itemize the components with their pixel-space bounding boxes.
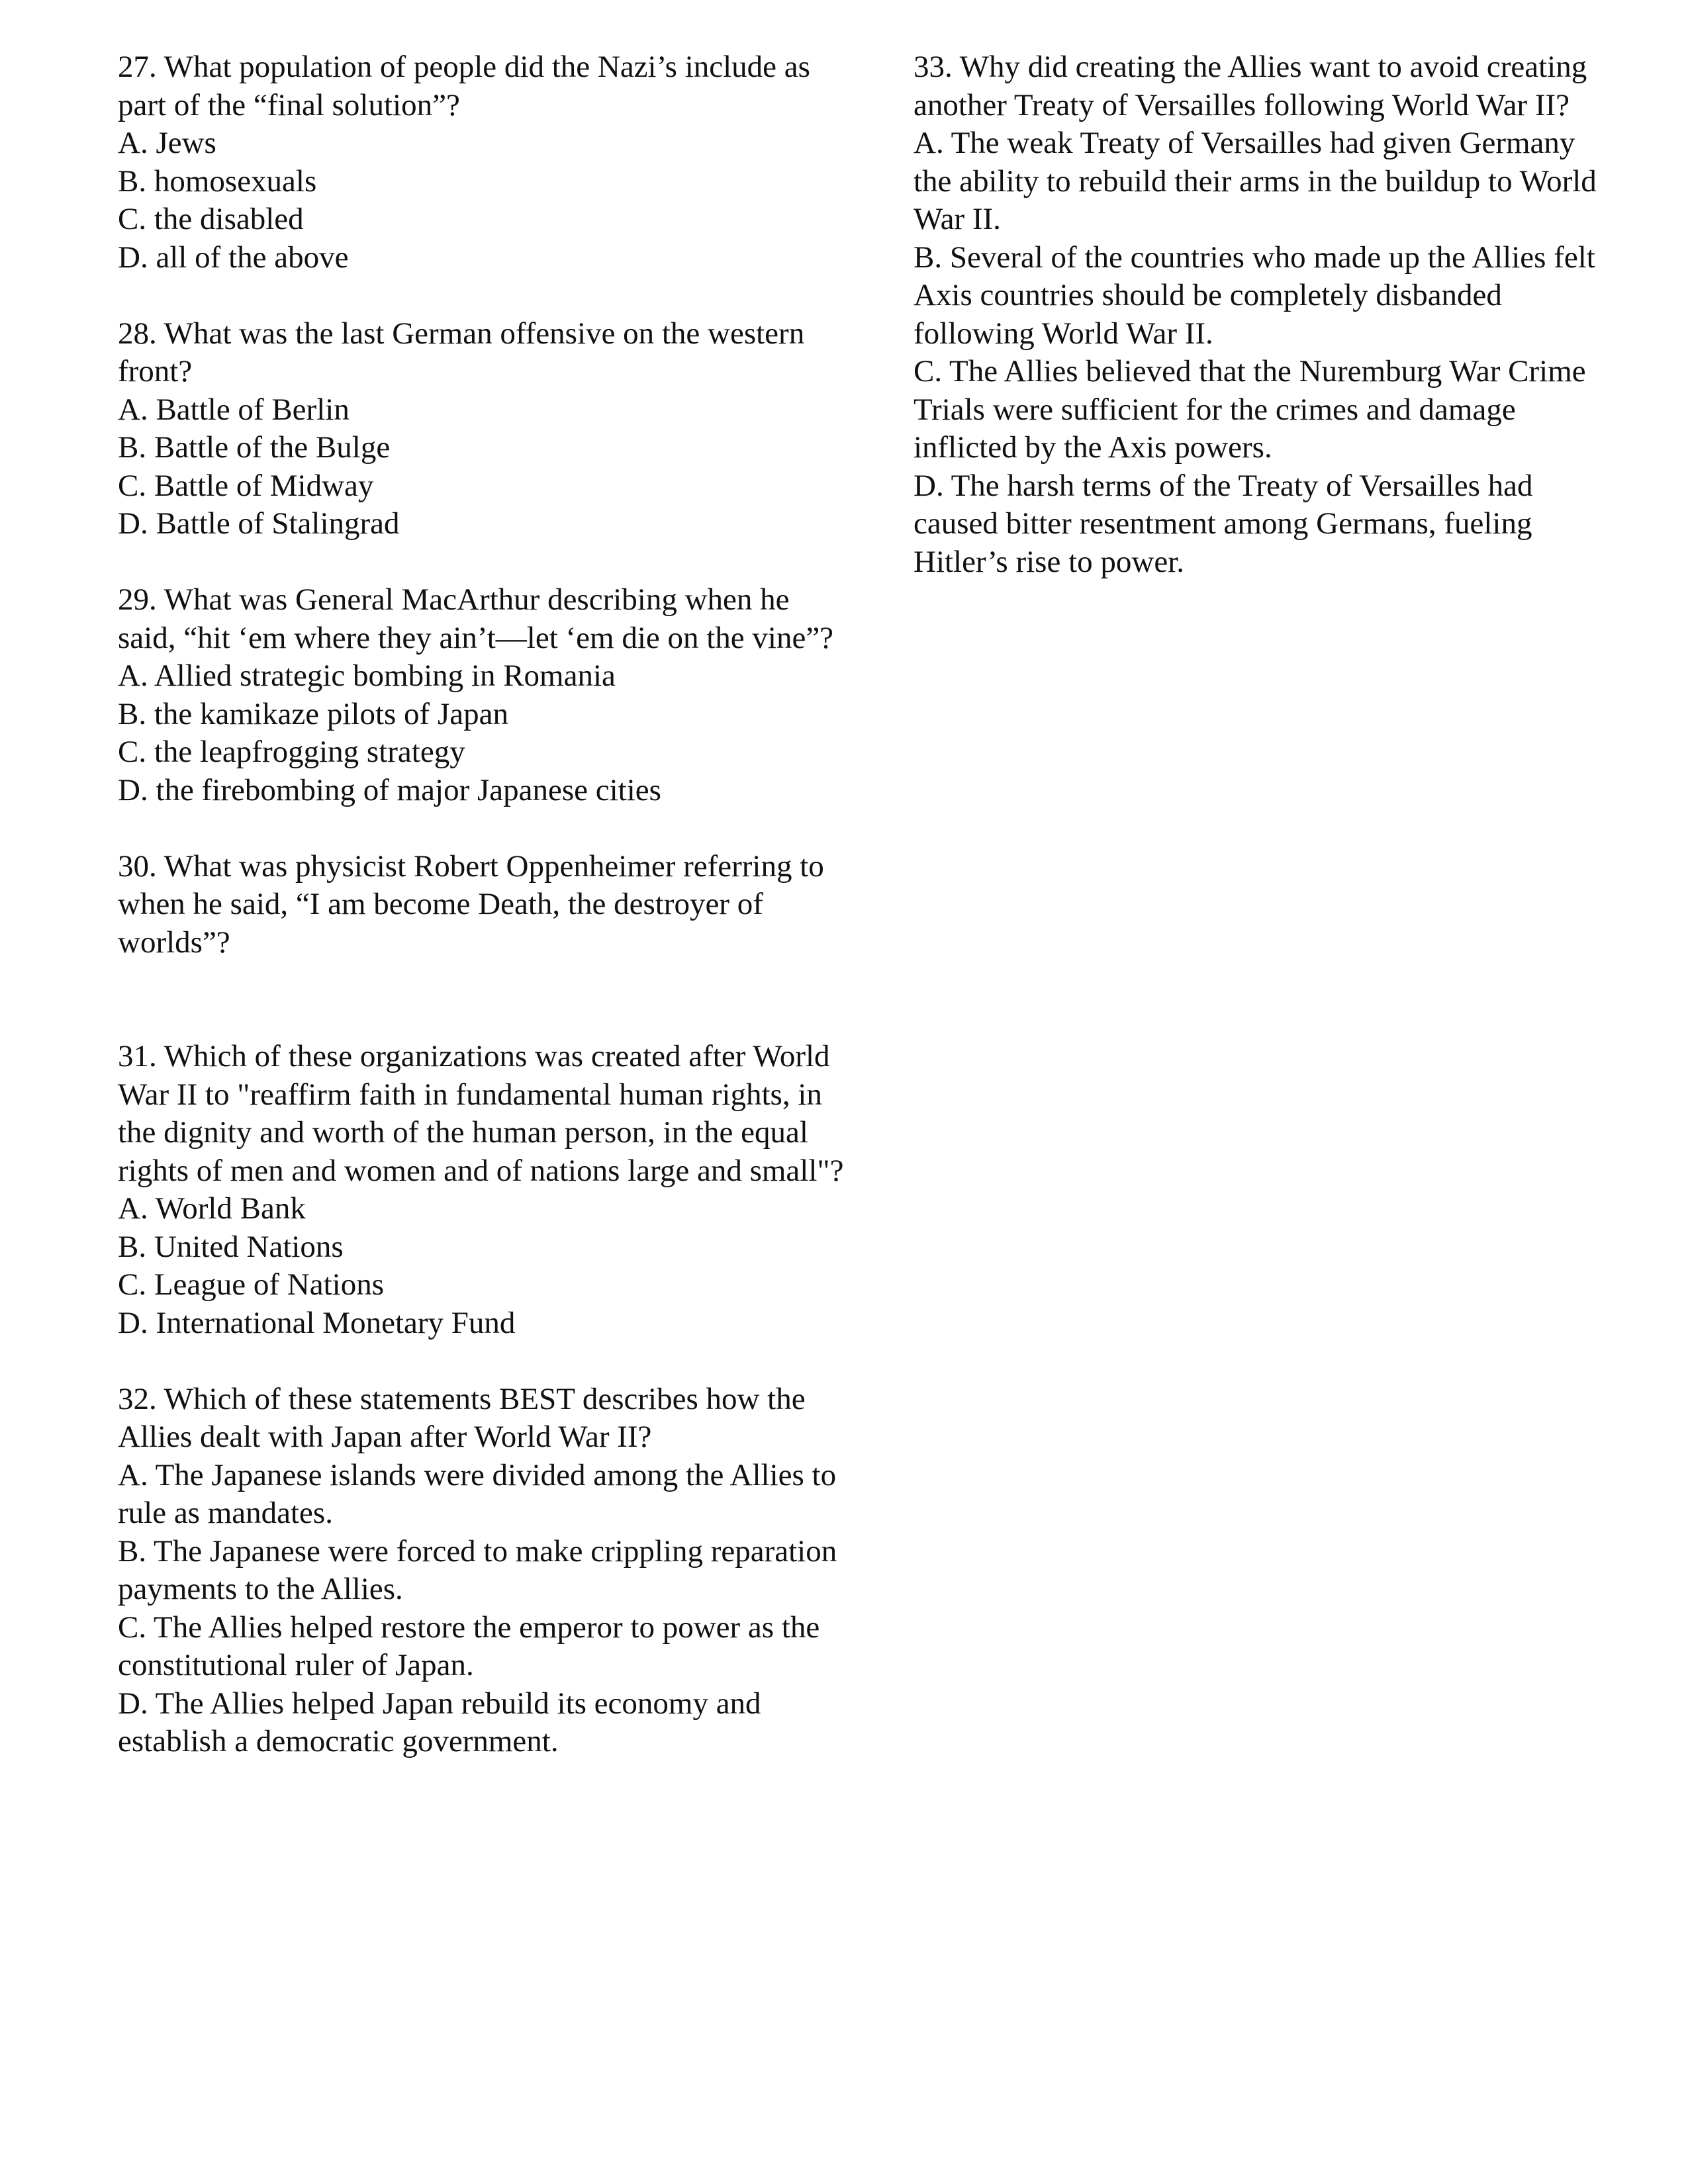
question-33 (914, 48, 1602, 581)
right-column (914, 48, 1602, 619)
answer-option-a: A. Jews (118, 126, 216, 160)
answer-option-c: C. Battle of Midway (118, 468, 374, 503)
question-31 (118, 1038, 849, 1342)
question-27 (118, 48, 849, 277)
answer-option-a: A. Allied strategic bombing in Romania (118, 659, 616, 693)
left-column (118, 48, 849, 1799)
question-29 (118, 581, 849, 809)
answer-option-c: C. The Allies believed that the Nuremburg War Crime Trials were sufficient for the crimes and damage inflicted by the Axis powers. (914, 354, 1586, 465)
answer-option-d: D. Battle of Stalingrad (118, 506, 400, 541)
question-text: 33. Why did creating the Allies want to avoid creating another Treaty of Versailles following World War II? (914, 50, 1587, 122)
question-text: 28. What was the last German offensive on the western front? (118, 316, 805, 388)
answer-option-c: C. The Allies helped restore the emperor to power as the constitutional ruler of Japan. (118, 1610, 820, 1682)
question-28 (118, 315, 849, 543)
answer-option-a: A. The weak Treaty of Versailles had given Germany the ability to rebuild their arms in the buildup to World War II. (914, 126, 1597, 236)
question-text: 32. Which of these statements BEST describes how the Allies dealt with Japan after World War II? (118, 1381, 806, 1454)
answer-option-a: A. Battle of Berlin (118, 392, 350, 427)
answer-option-b: B. United Nations (118, 1229, 344, 1264)
question-32 (118, 1381, 849, 1761)
answer-option-b: B. The Japanese were forced to make crippling reparation payments to the Allies. (118, 1533, 837, 1606)
answer-option-a: A. World Bank (118, 1191, 306, 1226)
answer-option-a: A. The Japanese islands were divided among the Allies to rule as mandates. (118, 1457, 837, 1530)
answer-option-d: D. The harsh terms of the Treaty of Versailles had caused bitter resentment among Germans, fueling Hitler’s rise to power. (914, 468, 1533, 579)
answer-option-d: D. the firebombing of major Japanese cities (118, 772, 661, 807)
answer-option-b: B. Several of the countries who made up the Allies felt Axis countries should be completely disbanded following World War II. (914, 240, 1595, 351)
answer-option-d: D. The Allies helped Japan rebuild its economy and establish a democratic government. (118, 1686, 761, 1758)
answer-option-b: B. Battle of the Bulge (118, 430, 391, 465)
answer-option-c: C. the disabled (118, 202, 304, 236)
question-30 (118, 848, 849, 962)
answer-option-c: C. the leapfrogging strategy (118, 735, 465, 769)
answer-option-c: C. League of Nations (118, 1267, 385, 1302)
question-text: 30. What was physicist Robert Oppenheimer referring to when he said, “I am become Death, the destroyer of worlds”? (118, 848, 824, 960)
answer-option-b: B. homosexuals (118, 163, 317, 199)
question-text: 29. What was General MacArthur describing when he said, “hit ‘em where they ain’t—let ‘em die on the vine”? (118, 582, 834, 655)
answer-option-d: D. all of the above (118, 240, 349, 275)
answer-option-b: B. the kamikaze pilots of Japan (118, 696, 508, 731)
question-text: 27. What population of people did the Nazi’s include as part of the “final solution”? (118, 50, 810, 122)
question-text: 31. Which of these organizations was created after World War II to "reaffirm faith in fundamental human rights, in the dignity and worth of the human person, in the equal rights of men and women and of nations large and small"? (118, 1039, 844, 1188)
answer-option-d: D. International Monetary Fund (118, 1305, 516, 1340)
